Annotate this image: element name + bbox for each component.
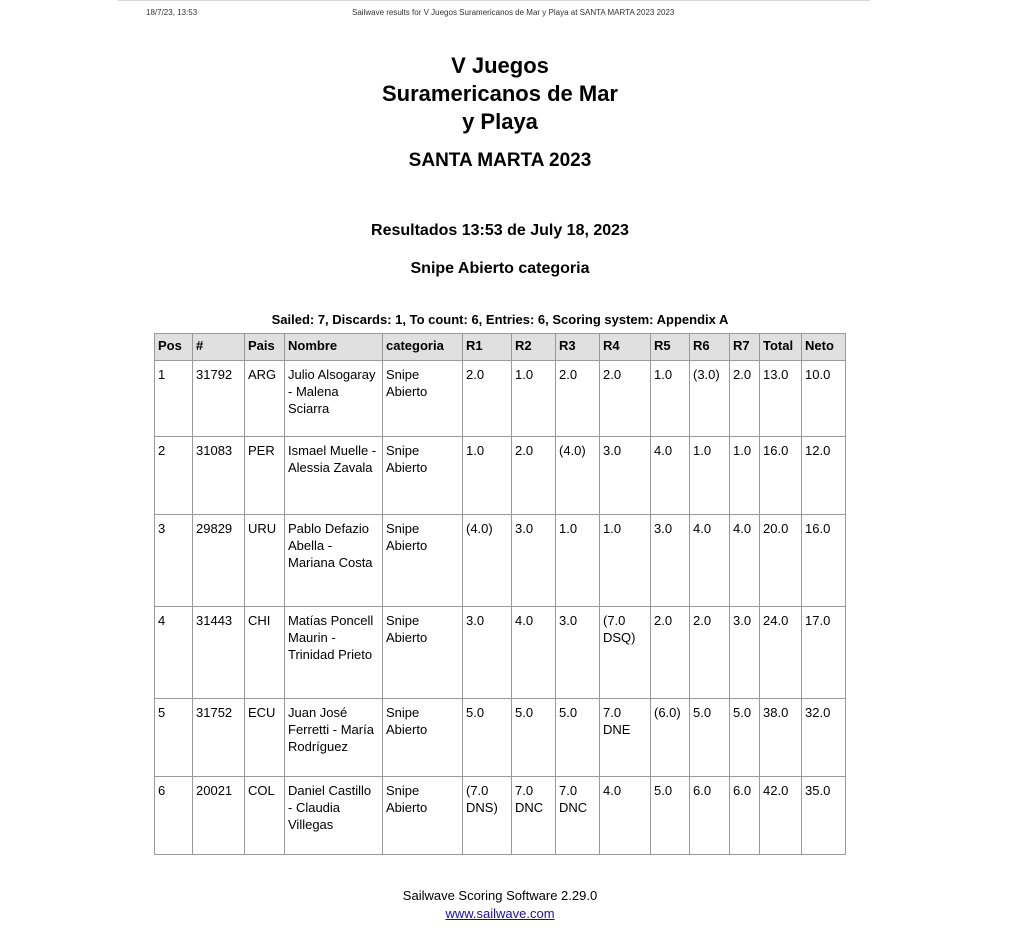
- table-cell: Pablo Defazio Abella - Mariana Costa: [285, 515, 383, 607]
- column-header: Pos: [155, 334, 193, 361]
- table-cell: 1: [155, 361, 193, 437]
- table-row: [155, 515, 846, 607]
- column-header: #: [193, 334, 245, 361]
- table-row: [155, 607, 846, 699]
- table-cell: 6.0: [730, 777, 760, 855]
- table-cell: Snipe Abierto: [383, 607, 463, 699]
- table-cell: 1.0: [512, 361, 556, 437]
- table-cell: Ismael Muelle - Alessia Zavala: [285, 437, 383, 515]
- column-header: Neto: [802, 334, 846, 361]
- table-cell: 10.0: [802, 361, 846, 437]
- table-cell: (3.0): [690, 361, 730, 437]
- results-table: [154, 333, 846, 855]
- table-header-row: [155, 334, 846, 361]
- table-cell: 5.0: [651, 777, 690, 855]
- table-cell: 1.0: [463, 437, 512, 515]
- table-cell: 4: [155, 607, 193, 699]
- category-heading: Snipe Abierto categoria: [410, 260, 590, 277]
- table-cell: Matías Poncell Maurin - Trinidad Prieto: [285, 607, 383, 699]
- table-cell: Julio Alsogaray - Malena Sciarra: [285, 361, 383, 437]
- table-cell: 4.0: [730, 515, 760, 607]
- column-header: R2: [512, 334, 556, 361]
- table-cell: 17.0: [802, 607, 846, 699]
- table-cell: 38.0: [760, 699, 802, 777]
- column-header: Total: [760, 334, 802, 361]
- table-cell: Snipe Abierto: [383, 361, 463, 437]
- column-header: R7: [730, 334, 760, 361]
- footer: [0, 887, 1000, 923]
- table-cell: 4.0: [600, 777, 651, 855]
- software-credit: Sailwave Scoring Software 2.29.0: [402, 888, 598, 903]
- table-cell: 31752: [193, 699, 245, 777]
- event-title-line-1: V Juegos: [451, 53, 549, 78]
- table-cell: 2.0: [463, 361, 512, 437]
- table-cell: 12.0: [802, 437, 846, 515]
- table-cell: 31443: [193, 607, 245, 699]
- table-cell: 13.0: [760, 361, 802, 437]
- table-cell: 2.0: [556, 361, 600, 437]
- table-cell: 42.0: [760, 777, 802, 855]
- print-date: 18/7/23, 13:53: [146, 8, 198, 17]
- table-cell: 20.0: [760, 515, 802, 607]
- table-cell: 1.0: [730, 437, 760, 515]
- table-cell: (4.0): [463, 515, 512, 607]
- column-header: R3: [556, 334, 600, 361]
- event-title: [0, 52, 1000, 136]
- table-cell: 6.0: [690, 777, 730, 855]
- table-cell: 3.0: [651, 515, 690, 607]
- table-cell: 31083: [193, 437, 245, 515]
- table-cell: 2.0: [651, 607, 690, 699]
- column-header: R4: [600, 334, 651, 361]
- table-cell: 6: [155, 777, 193, 855]
- table-cell: 7.0 DNC: [556, 777, 600, 855]
- table-cell: Snipe Abierto: [383, 437, 463, 515]
- table-cell: Snipe Abierto: [383, 777, 463, 855]
- table-cell: 2: [155, 437, 193, 515]
- table-cell: 3.0: [600, 437, 651, 515]
- table-cell: 5.0: [512, 699, 556, 777]
- print-document-title: Sailwave results for V Juegos Suramericanos de Mar y Playa at SANTA MARTA 2023 2023: [352, 8, 675, 17]
- table-cell: 2.0: [600, 361, 651, 437]
- table-cell: 5: [155, 699, 193, 777]
- table-cell: (4.0): [556, 437, 600, 515]
- event-subtitle: SANTA MARTA 2023: [408, 150, 592, 171]
- table-cell: (7.0 DSQ): [600, 607, 651, 699]
- column-header: R5: [651, 334, 690, 361]
- table-cell: 16.0: [760, 437, 802, 515]
- table-cell: Snipe Abierto: [383, 515, 463, 607]
- results-timestamp: Resultados 13:53 de July 18, 2023: [371, 222, 629, 239]
- table-cell: 20021: [193, 777, 245, 855]
- table-cell: 24.0: [760, 607, 802, 699]
- table-cell: (7.0 DNS): [463, 777, 512, 855]
- table-cell: 3.0: [556, 607, 600, 699]
- table-cell: 4.0: [651, 437, 690, 515]
- table-cell: ECU: [245, 699, 285, 777]
- table-cell: 3.0: [463, 607, 512, 699]
- table-cell: 1.0: [690, 437, 730, 515]
- table-cell: 5.0: [730, 699, 760, 777]
- table-cell: 29829: [193, 515, 245, 607]
- table-cell: 31792: [193, 361, 245, 437]
- page-top-rule: [118, 0, 870, 1]
- table-cell: 2.0: [512, 437, 556, 515]
- column-header: R6: [690, 334, 730, 361]
- column-header: Pais: [245, 334, 285, 361]
- event-title-line-2: Suramericanos de Mar: [382, 81, 618, 106]
- table-cell: URU: [245, 515, 285, 607]
- table-cell: 4.0: [690, 515, 730, 607]
- table-row: [155, 699, 846, 777]
- results-body: [155, 361, 846, 855]
- sailwave-link[interactable]: www.sailwave.com: [445, 906, 555, 921]
- table-row: [155, 437, 846, 515]
- table-row: [155, 361, 846, 437]
- table-cell: 3: [155, 515, 193, 607]
- event-title-line-3: y Playa: [462, 109, 538, 134]
- table-cell: COL: [245, 777, 285, 855]
- column-header: Nombre: [285, 334, 383, 361]
- table-cell: 4.0: [512, 607, 556, 699]
- table-cell: 16.0: [802, 515, 846, 607]
- table-cell: 2.0: [690, 607, 730, 699]
- table-cell: (6.0): [651, 699, 690, 777]
- table-row: [155, 777, 846, 855]
- race-summary: Sailed: 7, Discards: 1, To count: 6, Entries: 6, Scoring system: Appendix A: [271, 312, 729, 327]
- table-cell: ARG: [245, 361, 285, 437]
- table-cell: 35.0: [802, 777, 846, 855]
- table-cell: Juan José Ferretti - María Rodríguez: [285, 699, 383, 777]
- table-cell: 1.0: [556, 515, 600, 607]
- table-cell: 7.0 DNE: [600, 699, 651, 777]
- table-cell: 5.0: [463, 699, 512, 777]
- table-cell: CHI: [245, 607, 285, 699]
- table-cell: 1.0: [651, 361, 690, 437]
- column-header: R1: [463, 334, 512, 361]
- table-cell: 5.0: [690, 699, 730, 777]
- table-cell: 32.0: [802, 699, 846, 777]
- table-cell: 3.0: [730, 607, 760, 699]
- table-cell: 1.0: [600, 515, 651, 607]
- table-cell: 7.0 DNC: [512, 777, 556, 855]
- table-cell: PER: [245, 437, 285, 515]
- table-cell: 3.0: [512, 515, 556, 607]
- table-cell: 5.0: [556, 699, 600, 777]
- table-cell: Daniel Castillo - Claudia Villegas: [285, 777, 383, 855]
- title-block: [0, 52, 1000, 278]
- table-cell: Snipe Abierto: [383, 699, 463, 777]
- table-cell: 2.0: [730, 361, 760, 437]
- column-header: categoria: [383, 334, 463, 361]
